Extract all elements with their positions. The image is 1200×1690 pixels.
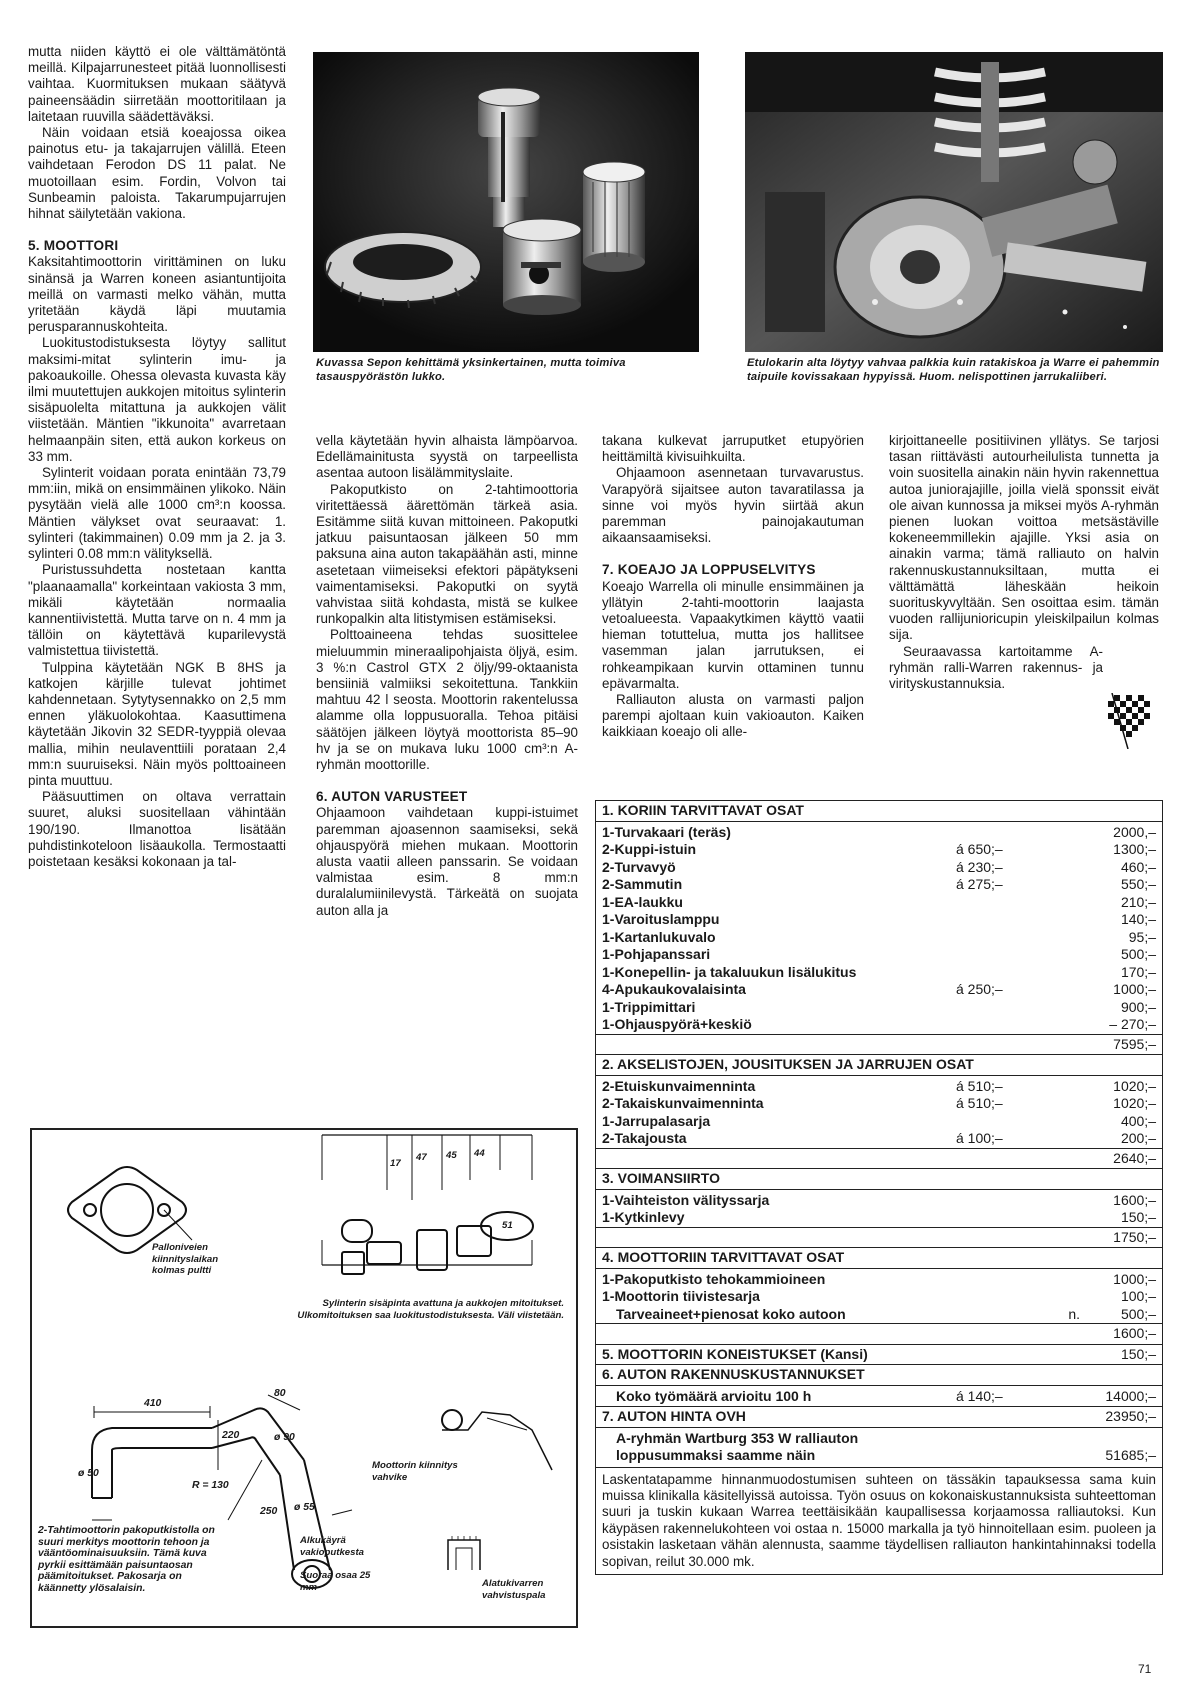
dimension-80: 80 bbox=[274, 1388, 286, 1399]
cost-item-name: 1-Vaihteiston välityssarja bbox=[602, 1191, 770, 1208]
cost-subtotal: 2640;– bbox=[596, 1148, 1162, 1169]
cost-item-name: 1-EA-laukku bbox=[602, 893, 683, 910]
photo-differential-lock bbox=[313, 52, 699, 352]
cost-note: Laskentatapamme hinnanmuodostumisen suhteen on tässäkin tapauksessa sama kuin muissa klinikalla käsitellyissä autoissa. Työn osuus on kokonaiskustannuksista suhteettoman suuri ja tuskin kukaan Warrea teettäisikään kaupallisessa korjaamossa ralliautoksi. Kun käypäsen rakennelukohteen voi ostaa n. 15000 markalla ja työ hinnoitellaan esim. puoleen ja osistakin lasketaan vähän alennusta, saamme täydellisen ralliauton hankintahinnaksi todella sopivan, reilut 30.000 mk. bbox=[602, 1471, 1156, 1569]
cost-row bbox=[602, 981, 1156, 999]
cost-section-machining bbox=[596, 1344, 1162, 1366]
cost-item-name: 2-Kuppi-istuin bbox=[602, 841, 697, 857]
cost-item-total: 200;– bbox=[1120, 1130, 1156, 1146]
grand-total-value: 51685;– bbox=[1105, 1447, 1156, 1463]
cost-item-name: Tarveaineet+pienosat koko autoon bbox=[616, 1305, 846, 1322]
paragraph: Luokitustodistuksesta löytyy sallitut maksimi-mitat sylinterin imu- ja pakoaukoille. Ohessa olevasta kuvasta käy ilmi muutettujen aukkojen mitoitus sylinterin sisäpuolelta mitattuna ja aukkojen välit viistetään. Mäntien "ikkunoita" avarretaan helmaanpäin siten, että aukon korkeus on 33 mm. bbox=[28, 335, 286, 464]
cost-row bbox=[602, 1288, 1156, 1306]
cost-item-total: 150;– bbox=[1120, 1345, 1156, 1362]
cost-item-total: 460;– bbox=[1120, 858, 1156, 875]
cost-item-name: 2-Takajousta bbox=[602, 1130, 687, 1146]
cost-row bbox=[602, 824, 1156, 842]
cost-item-unit bbox=[956, 894, 1056, 912]
cost-row bbox=[602, 1209, 1156, 1227]
paragraph: Puristussuhdetta nostetaan kantta "plaanaamalla" korkeintaan vakiosta 3 mm, mikäli käytetään normaalia kannentiivistettä. Mutta tarve on n. 4 mm ja tällöin on käytettävä kuparilevystä valmistettua tiivistettä. bbox=[28, 562, 286, 659]
paragraph: Seuraavassa kartoitamme A-ryhmän ralli-Warren rakennus- ja virityskustannuksia. bbox=[889, 643, 1103, 692]
cost-item-name: 4-Apukaukovalaisinta bbox=[602, 981, 746, 997]
cost-item-total: 500;– bbox=[1120, 946, 1156, 962]
cost-table bbox=[595, 800, 1163, 1575]
photo-front-suspension bbox=[745, 52, 1163, 352]
cost-section-price bbox=[596, 1407, 1162, 1428]
cost-row bbox=[602, 946, 1156, 964]
cost-section-rows bbox=[596, 1386, 1162, 1408]
bend-label: Alkukäyrä vakioputkesta bbox=[300, 1535, 364, 1558]
cost-item-unit: á 275;– bbox=[956, 876, 1003, 892]
cost-row bbox=[602, 1095, 1156, 1113]
cost-approx-marker: n. bbox=[1068, 1305, 1080, 1322]
paragraph: Näin voidaan etsiä koeajossa oikea painotus etu- ja takajarrujen välillä. Eteen vaihdetaan Ferodon DS 11 palat. Ne muotoillaan esim. Fordin, Volvon tai Sunbeamin paloista. Takarumpujarrujen hihnat säilytetään vakiona. bbox=[28, 125, 286, 222]
cost-row bbox=[602, 1306, 1156, 1324]
technical-drawing-box bbox=[30, 1128, 578, 1628]
cost-subtotal: 7595;– bbox=[596, 1034, 1162, 1055]
cost-item-unit bbox=[956, 1271, 1056, 1289]
cost-item-total: 400;– bbox=[1120, 1112, 1156, 1129]
dimension-o55: ø 55 bbox=[294, 1502, 315, 1513]
port-dimension: 44 bbox=[474, 1148, 485, 1159]
cost-item-total: 170;– bbox=[1120, 963, 1156, 980]
cost-item-name: 2-Turvavyö bbox=[602, 858, 676, 875]
cost-item-total: 23950;– bbox=[1105, 1408, 1156, 1424]
paragraph: kirjoittaneelle positiivinen yllätys. Se tarjosi tasan riittävästi autourheilulista tunnetta ja voin suositella ainakin näin hyvin rakennettua autoa juniorajajille, joilla vielä sponssit eivät ole aivan kunnossa ja miksei myös A-ryhmän pienen luokan voittoa metsästäville kokeneemmillekin ajajille. Yksi asia on ainakin varma; tämä ralliauto on halvin rakennuskustannuksiltaan, mutta ei välttämättä läheskään heikoin suorituskyvyltään. Sen osoittaa esim. tämän vuoden rallijunioricupin yleiskilpailun kolmas sija. bbox=[889, 433, 1159, 643]
cost-item-unit bbox=[956, 1209, 1056, 1227]
cost-row bbox=[602, 911, 1156, 929]
cost-section-rows bbox=[596, 822, 1162, 1034]
dimension-410: 410 bbox=[144, 1398, 162, 1409]
straight-section-label: Suoraa osaa 25 mm bbox=[300, 1570, 371, 1593]
cost-item-name: 2-Sammutin bbox=[602, 876, 683, 892]
cost-item-total: 900;– bbox=[1120, 998, 1156, 1015]
cost-item-total: 500;– bbox=[1120, 1305, 1156, 1322]
cost-item-name: 1-Pakoputkisto tehokammioineen bbox=[602, 1270, 826, 1287]
paragraph: Ohjaamoon asennetaan turvavarustus. Varapyörä sijaitsee auton tavaratilassa ja sinne voi myös hyvin siirtää akun paremman painojakautuman aikaansaamiseksi. bbox=[602, 465, 864, 546]
cost-item-name: 2-Etuiskunvaimennintа bbox=[602, 1077, 756, 1094]
suspension-illustration bbox=[745, 52, 1163, 352]
article-column-4 bbox=[889, 433, 1159, 692]
section-heading-moottori: 5. MOOTTORI bbox=[28, 238, 119, 254]
paragraph: Pakoputkisto on 2-tahtimoottoria viritettäessä äärettömän tärkeä asia. Esitämme siitä kuvan mittoineen. Pakoputki jatkuu paisuntaosan jälkeen 50 mm paksuna aina auton takapäähän asti, minne asetetaan viimeiseksi efektori päpätykseni vaimentamiseksi. Pakoputki on syytä vahvistaa siitä kohdasta, mistä se kulkee runkopalkin alta litistymisen estämiseksi. bbox=[316, 481, 578, 627]
paragraph: mutta niiden käyttö ei ole välttämätöntä meillä. Kilpajarrunesteet pitää luonnollisesti vaihtaa. Kuormituksen mukaan säätyvä paineensäädin siirretään moottoritilaan ja laitetaan ruuvilla säädettäväksi. bbox=[28, 44, 286, 124]
cost-row bbox=[602, 1078, 1156, 1096]
cost-row bbox=[602, 876, 1156, 894]
cost-item-unit: á 650;– bbox=[956, 841, 1003, 857]
cost-item-unit: á 510;– bbox=[956, 1095, 1003, 1111]
cost-subtotal: 1600;– bbox=[596, 1323, 1162, 1344]
paragraph: Sylinterit voidaan porata enintään 73,79 mm:iin, mikä on ensimmäinen ylikoko. Näin pysytään vielä alle 1000 cm³:n koossa. Mäntien välykset ovat seuraavat: 1. sylinteri (takimmainen) 0.09 mm ja 2. ja 3. sylinteri 0.08 mm:n välityksellä. bbox=[28, 465, 286, 562]
cost-item-total: 1000;– bbox=[1113, 981, 1156, 997]
page-number: 71 bbox=[1138, 1662, 1152, 1676]
cost-item-name: 1-Trippimittari bbox=[602, 998, 696, 1015]
dimension-o50: ø 50 bbox=[78, 1468, 99, 1479]
lower-arm-label: Alatukivarren vahvistuspala bbox=[482, 1578, 546, 1601]
cost-item-total: 100;– bbox=[1120, 1288, 1156, 1304]
cost-item-unit bbox=[956, 946, 1056, 964]
cost-item-total: 1000;– bbox=[1113, 1270, 1156, 1287]
differential-parts-illustration bbox=[313, 52, 699, 352]
cost-section-heading: 6. AUTON RAKENNUSKUSTANNUKSET bbox=[596, 1365, 1162, 1386]
cost-row bbox=[602, 894, 1156, 912]
cost-item-total: 14000;– bbox=[1105, 1387, 1156, 1404]
cylinder-port-label: Sylinterin sisäpinta avattuna ja aukkojen mitoitukset. Ulkomitoituksen saa luokitustodistuksesta. Väli viistetään. bbox=[297, 1298, 564, 1321]
flange-label: Palloniveien kiinnityslaikan kolmas pultti bbox=[152, 1242, 219, 1276]
cost-row bbox=[602, 1271, 1156, 1289]
cost-item-unit bbox=[956, 824, 1056, 842]
cost-row bbox=[602, 1016, 1156, 1034]
paragraph: Kaksitahtimoottorin virittäminen on luku sinänsä ja Warren koneen asiantuntijoita meillä on varmasti melko vähän, mutta yritetään käydä läpi muutamia perusparannuskohteita. bbox=[28, 254, 286, 335]
cost-item-unit bbox=[956, 1113, 1056, 1131]
port-dimension: 47 bbox=[416, 1152, 427, 1163]
cost-item-name: 1-Varoituslamppu bbox=[602, 911, 720, 927]
dimension-250: 250 bbox=[260, 1506, 278, 1517]
cost-section-heading: 2. AKSELISTOJEN, JOUSITUKSEN JA JARRUJEN OSAT bbox=[596, 1054, 1162, 1076]
cost-item-name: 1-Pohjapanssari bbox=[602, 946, 711, 962]
section-heading-koeajo: 7. KOEAJO JA LOPPUSELVITYS bbox=[602, 562, 816, 578]
dimension-o90: ø 90 bbox=[274, 1432, 295, 1443]
cost-item-name: 1-Turvakaari (teräs) bbox=[602, 823, 731, 840]
cost-item-unit bbox=[956, 1192, 1056, 1210]
cost-item-total: 95;– bbox=[1128, 928, 1156, 945]
cost-item-name: Koko työmäärä arvioitu 100 h bbox=[616, 1387, 812, 1404]
cost-section-heading: 7. AUTON HINTA OVH bbox=[602, 1408, 746, 1424]
cost-section-heading: 1. KORIIN TARVITTAVAT OSAT bbox=[596, 801, 1162, 822]
cost-item-total: 550;– bbox=[1120, 876, 1156, 892]
cost-row bbox=[602, 964, 1156, 982]
cost-item-unit bbox=[956, 1288, 1056, 1306]
cost-section-rows bbox=[596, 1306, 1162, 1324]
article-column-3 bbox=[602, 433, 864, 741]
cost-section-heading: 3. VOIMANSIIRTO bbox=[596, 1168, 1162, 1190]
cost-item-unit bbox=[956, 964, 1056, 982]
grand-total-label-line1: A-ryhmän Wartburg 353 W ralliauton bbox=[616, 1429, 859, 1446]
cost-item-name: 1-Konepellin- ja takaluukun lisälukitus bbox=[602, 963, 857, 980]
port-dimension: 45 bbox=[446, 1150, 457, 1161]
cost-item-name: 1-Ohjauspyörä+keskiö bbox=[602, 1016, 752, 1032]
cost-item-unit: á 250;– bbox=[956, 981, 1003, 997]
cost-row bbox=[602, 1192, 1156, 1210]
photo-caption-differential: Kuvassa Sepon kehittämä yksinkertainen, mutta toimiva tasauspyörästön lukko. bbox=[316, 357, 626, 383]
cost-item-total: 1020;– bbox=[1113, 1095, 1156, 1111]
grand-total-label bbox=[616, 1430, 1056, 1465]
article-column-2 bbox=[316, 433, 578, 919]
article-column-1 bbox=[28, 44, 286, 870]
cost-section-rows bbox=[596, 1076, 1162, 1148]
cost-section-heading: 4. MOOTTORIIN TARVITTAVAT OSAT bbox=[596, 1247, 1162, 1269]
cost-item-unit bbox=[956, 1016, 1056, 1034]
paragraph: Ohjaamoon vaihdetaan kuppi-istuimet paremman ajoasennon saamiseksi, sekä ohjauspyörä miehen mukaan. Moottorin alusta vaatii alleen panssarin. Se voidaan valmistaa esim. 8 mm:n duralalumiinilevystä. Tärkeätä on suojata auton alla ja bbox=[316, 805, 578, 918]
cost-section-rows bbox=[596, 1269, 1162, 1306]
cost-item-total: 210;– bbox=[1120, 893, 1156, 910]
cost-item-unit bbox=[956, 929, 1056, 947]
cost-item-unit: á 140;– bbox=[956, 1387, 1003, 1404]
port-dimension: 17 bbox=[390, 1158, 401, 1169]
cost-item-name: 1-Moottorin tiivistesarja bbox=[602, 1288, 760, 1304]
cost-item-total: 1600;– bbox=[1113, 1191, 1156, 1208]
cost-section-rows bbox=[596, 1190, 1162, 1227]
cost-item-unit bbox=[956, 999, 1056, 1017]
photo-caption-suspension: Etulokarin alta löytyy vahvaa palkkia kuin ratakiskoa ja Warre ei pahemmin taipuile kovissakaan hypyissä. Huom. nelispottinen jarrukaliiberi. bbox=[747, 357, 1160, 383]
cost-item-unit: á 100;– bbox=[956, 1130, 1003, 1146]
cost-item-unit: á 510;– bbox=[956, 1077, 1003, 1094]
cost-item-total: 2000,– bbox=[1113, 823, 1156, 840]
engine-mount-label: Moottorin kiinnitys vahvike bbox=[372, 1460, 458, 1483]
cost-item-name: 1-Jarrupalasarja bbox=[602, 1112, 711, 1129]
cost-item-name: 1-Kartanlukuvalo bbox=[602, 928, 716, 945]
cost-item-unit bbox=[956, 911, 1056, 929]
cost-item-total: 140;– bbox=[1120, 911, 1156, 927]
cost-item-total: – 270;– bbox=[1109, 1016, 1156, 1032]
paragraph: Polttoaineena tehdas suosittelee mieluummin mineraalipohjaista öljyä, esim. 3 %:n Castrol GTX 2 öljy/99-oktaanista bensiiniä valmiiksi sekoitettuna. Tankkiin mahtuu 42 l seosta. Moottorin rakentelussa alamme olla loppusuoralla. Tehoa pitäisi säätöjen jälkeen löytyä moottorista 85–90 hv ja se on mukava luku 1000 cm³:n A-ryhmän moottorille. bbox=[316, 627, 578, 773]
paragraph: Koeajo Warrella oli minulle ensimmäinen ja yllätyin 2-tahti-moottorin laajasta vetoalueesta. Vapaakytkimen käyttö vaatii hieman totuttelua, mutta jos hallitsee vasemman jalan jarrutuksen, ei rohkeampikaan kurvin ottaminen tunnu epävarmalta. bbox=[602, 578, 864, 691]
section-heading-varusteet: 6. AUTON VARUSTEET bbox=[316, 789, 468, 805]
cost-section-heading: 5. MOOTTORIN KONEISTUKSET (Kansi) bbox=[602, 1345, 868, 1362]
cost-row bbox=[602, 841, 1156, 859]
cost-item-unit: á 230;– bbox=[956, 858, 1003, 875]
paragraph: Pääsuuttimen on oltava verrattain suuret, aluksi suositellaan vähintään 190/190. Ilmanottoa lisätään puhdistinkoteloon lisäaukolla. Termostaatti poistetaan kesäksi kokonaan ja tal- bbox=[28, 789, 286, 869]
cost-row bbox=[602, 859, 1156, 877]
paragraph: takana kulkevat jarruputket etupyörien heittämiltä kivisuihkuilta. bbox=[602, 433, 864, 465]
dimension-r130: R = 130 bbox=[192, 1480, 229, 1491]
port-dimension: 51 bbox=[502, 1220, 513, 1231]
paragraph: Ralliauton alusta on varmasti paljon parempi ajoltaan kuin vakioauton. Kaiken kaikkiaan koeajo oli alle- bbox=[602, 692, 864, 740]
paragraph: vella käytetään hyvin alhaista lämpöarvoa. Edellämainitusta syystä on tarpeellista asentaa autoon lisälämmityslaite. bbox=[316, 433, 578, 481]
cost-row bbox=[602, 999, 1156, 1017]
paragraph: Tulppina käytetään NGK B 8HS ja katkojen kärjille tulevat johtimet kahdennetaan. Sytytysennakko on 2,5 mm ennen yläkuolokohtaa. Kaasuttimena käytetään Jikovin 32 SEDR-tyyppiä olevaa mallia, mihin neulaventtiili porataan 2,4 mm:n suuruiseksi. Näin myös polttoaineen pinta muuttuu. bbox=[28, 659, 286, 788]
cost-row bbox=[616, 1388, 1156, 1406]
exhaust-pipe-label: 2-Tahtimoottorin pakoputkistolla on suuri merkitys moottorin tehoon ja vääntöominaisuuksiin. Tämä kuva pyrkii esittämään paisuntaosan päämitoitukset. Pakosarja on käännetty ylösalaisin. bbox=[38, 1525, 215, 1594]
cost-row bbox=[602, 929, 1156, 947]
cost-item-name: 2-Takaiskunvaimennintа bbox=[602, 1095, 764, 1111]
dimension-220: 220 bbox=[222, 1430, 240, 1441]
cost-subtotal: 1750;– bbox=[596, 1227, 1162, 1248]
cost-item-total: 150;– bbox=[1120, 1209, 1156, 1225]
cost-row bbox=[602, 1130, 1156, 1148]
cost-grand-total bbox=[596, 1428, 1162, 1468]
cost-row bbox=[602, 1113, 1156, 1131]
cost-item-name: 1-Kytkinlevy bbox=[602, 1209, 685, 1225]
cost-item-total: 1300;– bbox=[1113, 841, 1156, 857]
checkered-flag-icon bbox=[1108, 693, 1150, 749]
grand-total-label-line2: loppusummaksi saamme näin bbox=[616, 1447, 816, 1463]
cost-item-total: 1020;– bbox=[1113, 1077, 1156, 1094]
